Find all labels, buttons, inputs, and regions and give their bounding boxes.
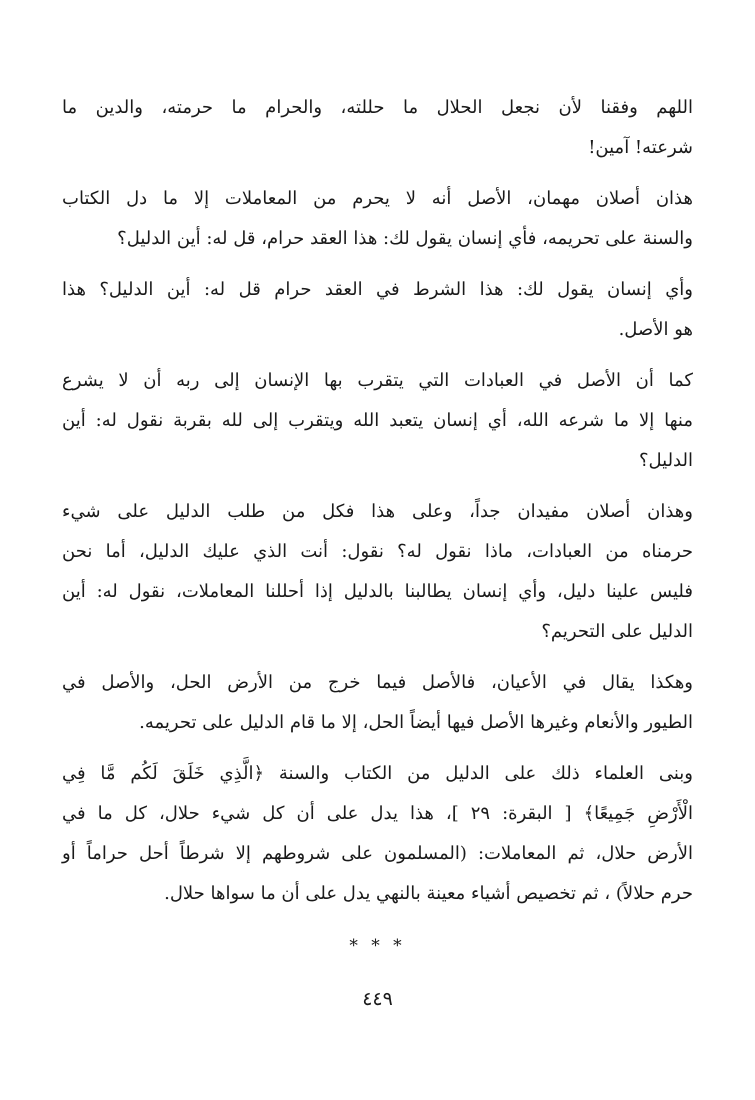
paragraph — [62, 492, 693, 652]
text-line: وبنى العلماء ذلك على الدليل من الكتاب والسنة ﴿الَّذِي خَلَقَ لَكُم مَّا فِي — [62, 763, 693, 784]
paragraph — [62, 361, 693, 481]
text-line: الْأَرْضِ جَمِيعًا﴾ [ البقرة: ٢٩ ]، هذا يدل على أن كل شيء حلال، كل ما في — [62, 803, 693, 824]
text-line: منها إلا ما شرعه الله، أي إنسان يتعبد الله ويتقرب إلى لله بقربة نقول له: أين — [62, 410, 693, 431]
paragraph — [62, 663, 693, 743]
text-line: وهكذا يقال في الأعيان، فالأصل فيما خرج من الأرض الحل، والأصل في — [62, 672, 693, 693]
section-separator: * * * — [349, 936, 406, 956]
text-line: حرم حلالاً) ، ثم تخصيص أشياء معينة بالنهي يدل على أن ما سواها حلال. — [164, 883, 693, 904]
body-text — [62, 88, 693, 914]
paragraph — [62, 270, 693, 350]
text-line: شرعته! آمين! — [588, 137, 693, 158]
paragraph — [62, 88, 693, 168]
paragraph — [62, 754, 693, 914]
paragraph — [62, 179, 693, 259]
text-line: كما أن الأصل في العبادات التي يتقرب بها الإنسان إلى ربه أن لا يشرع — [62, 370, 693, 391]
text-line: وأي إنسان يقول لك: هذا الشرط في العقد حرام قل له: أين الدليل؟ هذا — [62, 279, 693, 300]
page-number: ٤٤٩ — [362, 988, 393, 1010]
text-line: الأرض حلال، ثم المعاملات: (المسلمون على شروطهم إلا شرطاً أحل حراماً أو — [62, 843, 693, 864]
text-line: حرمناه من العبادات، ماذا نقول له؟ نقول: أنت الذي عليك الدليل، أما نحن — [62, 541, 693, 562]
text-line: فليس علينا دليل، وأي إنسان يطالبنا بالدليل إذا أحللنا المعاملات، نقول له: أين — [62, 581, 693, 602]
text-line: اللهم وفقنا لأن نجعل الحلال ما حللته، والحرام ما حرمته، والدين ما — [62, 97, 693, 118]
text-line: وهذان أصلان مفيدان جداً، وعلى هذا فكل من طلب الدليل على شيء — [62, 501, 693, 522]
text-line: الدليل على التحريم؟ — [541, 621, 693, 642]
text-line: والسنة على تحريمه، فأي إنسان يقول لك: هذا العقد حرام، قل له: أين الدليل؟ — [117, 228, 693, 249]
text-line: الدليل؟ — [638, 450, 693, 471]
text-line: هو الأصل. — [618, 319, 693, 340]
text-line: الطيور والأنعام وغيرها الأصل فيها أيضاً الحل، إلا ما قام الدليل على تحريمه. — [139, 712, 693, 733]
text-line: هذان أصلان مهمان، الأصل أنه لا يحرم من المعاملات إلا ما دل الكتاب — [62, 188, 693, 209]
